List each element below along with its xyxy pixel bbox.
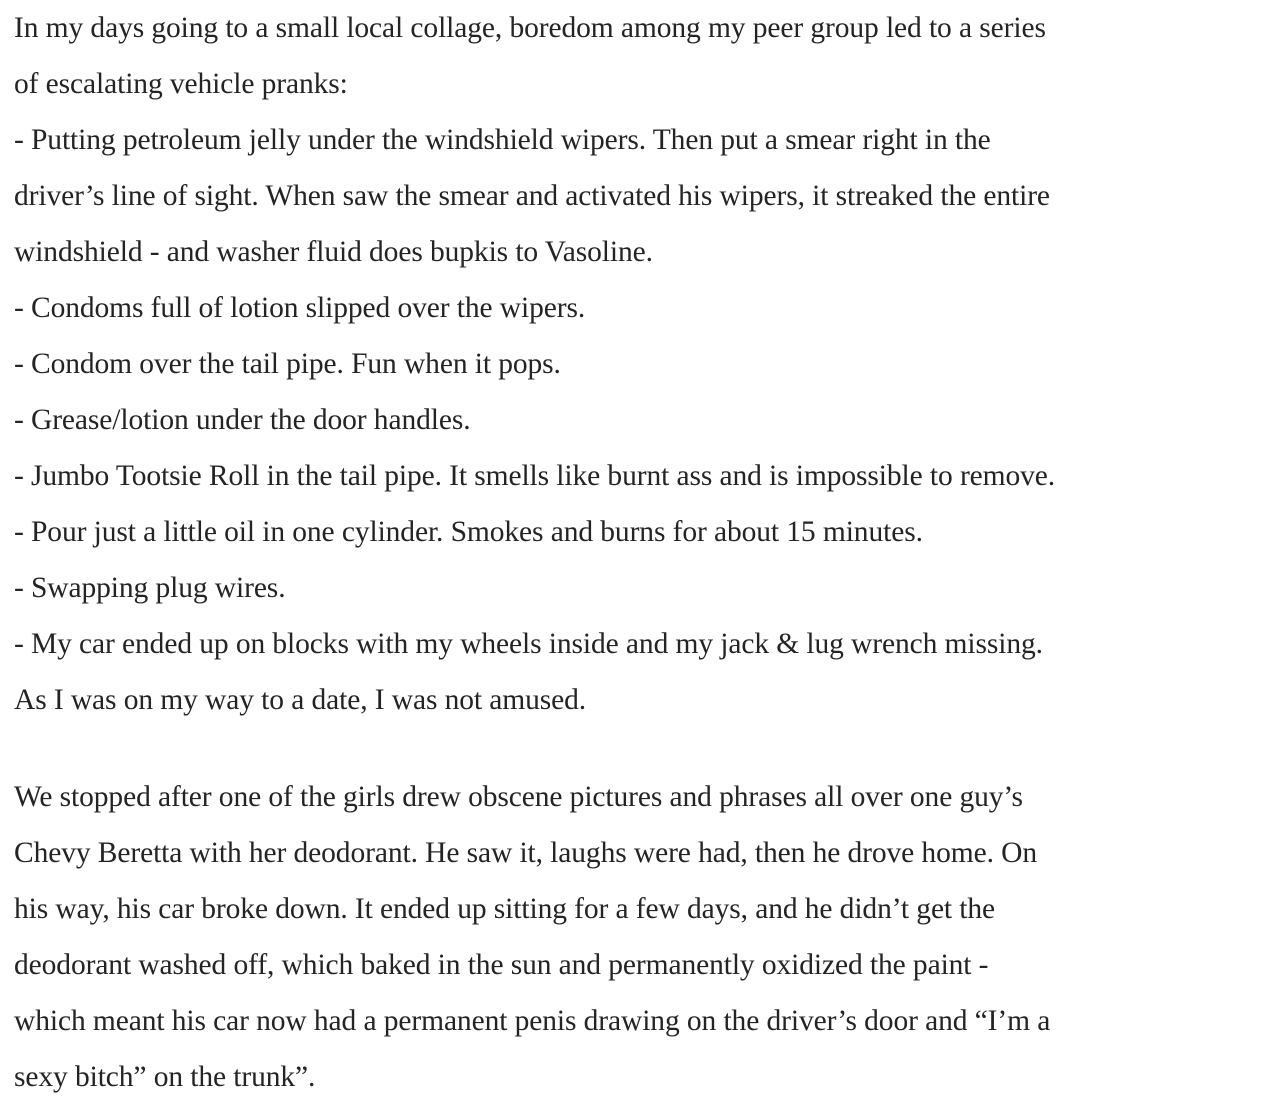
list-item: - Putting petroleum jelly under the windshield wipers. Then put a smear right in the <box>14 124 991 156</box>
text-line: of escalating vehicle pranks: <box>14 68 348 100</box>
text-line: As I was on my way to a date, I was not amused. <box>14 684 587 716</box>
text-line: driver’s line of sight. When saw the smear and activated his wipers, it streaked the entire <box>14 180 1050 212</box>
list-item: - Grease/lotion under the door handles. <box>14 404 471 436</box>
text-line: We stopped after one of the girls drew obscene pictures and phrases all over one guy’s <box>14 781 1023 813</box>
text-line: which meant his car now had a permanent penis drawing on the driver’s door and “I’m a <box>14 1005 1051 1037</box>
list-item: - Condom over the tail pipe. Fun when it pops. <box>14 348 561 380</box>
text-line: windshield - and washer fluid does bupkis to Vasoline. <box>14 236 653 268</box>
text-line: sexy bitch” on the trunk”. <box>14 1061 316 1093</box>
list-item: - Condoms full of lotion slipped over the wipers. <box>14 292 586 324</box>
paragraph-pranks-list <box>14 0 1266 728</box>
list-item: - My car ended up on blocks with my wheels inside and my jack & lug wrench missing. <box>14 628 1043 660</box>
text-line: his way, his car broke down. It ended up sitting for a few days, and he didn’t get the <box>14 893 996 925</box>
text-line: In my days going to a small local collage, boredom among my peer group led to a series <box>14 12 1046 44</box>
text-line: Chevy Beretta with her deodorant. He saw it, laughs were had, then he drove home. On <box>14 837 1037 869</box>
list-item: - Jumbo Tootsie Roll in the tail pipe. It smells like burnt ass and is impossible to remove. <box>14 460 1056 492</box>
text-line: deodorant washed off, which baked in the sun and permanently oxidized the paint - <box>14 949 989 981</box>
list-item: - Swapping plug wires. <box>14 572 286 604</box>
paragraph-deodorant-story <box>14 769 1266 1105</box>
list-item: - Pour just a little oil in one cylinder. Smokes and burns for about 15 minutes. <box>14 516 923 548</box>
